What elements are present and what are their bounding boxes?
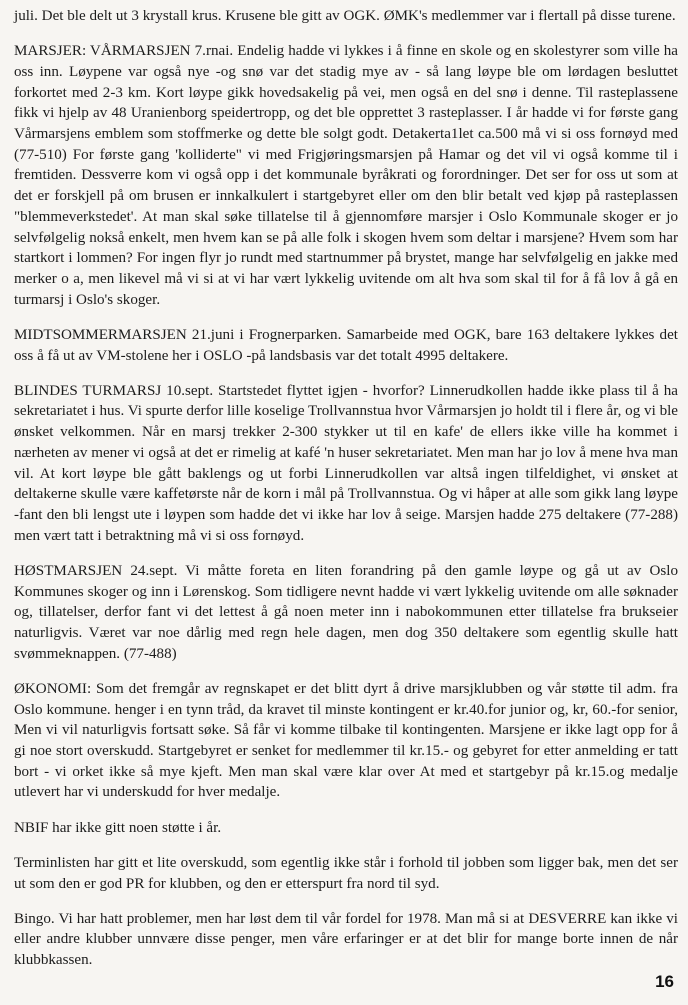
document-body [14,6,678,985]
paragraph-continuation: juli. Det ble delt ut 3 krystall krus. Krusene ble gitt av OGK. ØMK's medlemmer var i flertall på disse turene. [14,8,676,24]
paragraph-terminlisten: Terminlisten har gitt et lite overskudd, som egentlig ikke står i forhold til jobben som ligger bak, men det ser ut som den er god PR for klubben, og den er etterspurt fra nord til syd. [14,854,678,892]
paragraph-bingo: Bingo. Vi har hatt problemer, men har løst dem til vår fordel for 1978. Man må si at DESVERRE kan ikke vi eller andre klubber unnvære disse penger, men våre erfaringer er at det blir for mange borte innen de når klubbkassen. [14,910,678,969]
paragraph-varmarsjen: MARSJER: VÅRMARSJEN 7.rnai. Endelig hadde vi lykkes i å finne en skole og en skolestyrer som ville ha oss inn. Løypene var også nye -og snø var det stadig mye av - så lang løype ble om lørdagen besluttet forkortet med 2-3 km. Kort løype gikk hovedsakelig på vei, men også en del snø i denne. Til rasteplassene fikk vi hjelp av 48 Uranienborg speidertropp, og det ble opprettet 3 rasteplasser. I år hadde vi for første gang Vårmarsjens emblem som stoffmerke og dette ble solgt godt. Detakerta1let ca.500 må vi si oss fornøyd med (77-510) For første gang 'kolliderte" vi med Frigjøringsmarsjen på Hamar og det vil vi også komme til i fremtiden. Dessverre kom vi også opp i det kommunale byråkrati og forordninger. Det ser for oss ut som at det er forskjell på om brusen er innkalkulert i startgebyret eller om den blir betalt ved kjøp på rasteplassen "blemmeverkstedet'. At man skal søke tillatelse til å gjennomføre marsjer i Oslo Kommunale skoger er jo selvfølgelig nokså enkelt, men hvem kan se på alle folk i skogen hvem som deltar i marsjene? Hvem som har startkort i lommen? For ingen flyr jo rundt med startnummer på brystet, mange har selvfølgelig en jakke med merker o a, men likevel må vi si at vi har vært lykkelig uvitende om alt hva som skal til for å få lov å gå en turmarsj i Oslo's skoger. [14,43,678,308]
paragraph-blindes-turmarsj: BLINDES TURMARSJ 10.sept. Startstedet flyttet igjen - hvorfor? Linnerudkollen hadde ikke plass til å ha sekretariatet i hus. Vi spurte derfor lille koselige Trollvannstua hvor Vårmarsjen jo holdt til i flere år, og vi ble ønsket velkommen. Når en marsj trekker 2-300 stykker ut til en kafe' de ellers ikke ville ha kommet i nærheten av mener vi også at det er rimelig at kafé 'n huser sekretariatet. Men man har jo lov å mene hva man vil. At kort løype ble gått baklengs og ut forbi Linnerudkollen var altså ingen tilfeldighet, vi ønsket at deltakerne skulle være kaffetørste når de korn i mål på Trollvannstua. Og vi håper at alle som gikk lang løype -fant den bli lengst ute i løypen som hadde det vi ikke har lov å seige. Marsjen hadde 275 deltakere (77-288) men vært tatt i betraktning må vi si oss fornøyd. [14,382,679,544]
paragraph-hostmarsjen: HØSTMARSJEN 24.sept. Vi måtte foreta en liten forandring på den gamle løype og gå ut av Oslo Kommunes skoger og inn i Lørenskog. Som tidligere nevnt hadde vi vært lykkelig uvitende om alle søknader og, tillatelser, derfor fant vi det lettest å gå noen meter inn i nabokommunen etter tillatelse fra brukseier naturligvis. Været var noe dårlig med regn hele dagen, men dog 350 deltakere som egentlig skulle hatt svømmeknappen. (77-488) [14,562,678,662]
page-number: 16 [655,972,674,991]
paragraph-nbif: NBIF har ikke gitt noen støtte i år. [14,819,222,836]
paragraph-okonomi: ØKONOMI: Som det fremgår av regnskapet er det blitt dyrt å drive marsjklubben og vår støtte til adm. fra Oslo kommune. henger i en tynn tråd, da kravet til minste kontingent er kr.40.for junior og, kr, 60.-for senior, Men vi vil naturligvis fortsatt søke. Så får vi komme tilbake til kontingenten. Marsjene er ikke lagt opp for å gi noe stort overskudd. Startgebyret er senket for medlemmer til kr.15.- og gebyret for etter anmelding er tatt bort - vi orket ikke så mye kjeft. Men man skal være klar over At med et startgebyr på kr.15.og medalje utlevert har vi underskudd for hver medalje. [14,680,678,801]
paragraph-midtsommermarsjen: MIDTSOMMERMARSJEN 21.juni i Frognerparken. Samarbeide med OGK, bare 163 deltakere lykkes det oss å få ut av VM-stolene her i OSLO -på landsbasis var det totalt 4995 deltakere. [14,326,678,364]
